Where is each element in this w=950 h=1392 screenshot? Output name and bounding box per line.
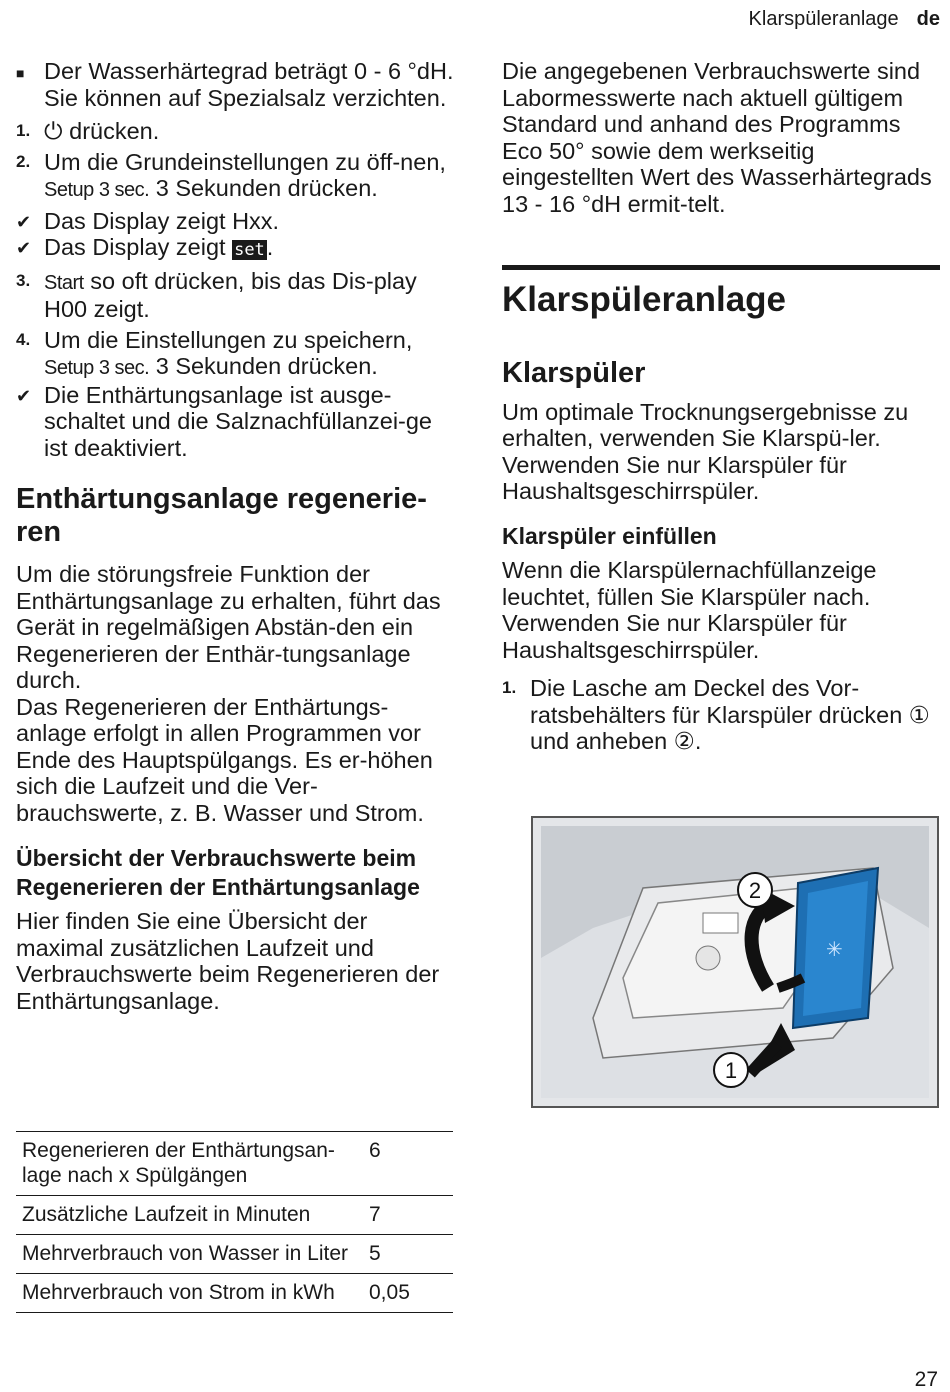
table-cell-label: Zusätzliche Laufzeit in Minuten [16,1196,363,1235]
table-cell-label: Mehrverbrauch von Strom in kWh [16,1274,363,1313]
display-set-symbol: set [234,240,265,260]
table-row [16,1274,453,1313]
paragraph: Wenn die Klarspülernachfüllanzeige leuchtet, füllen Sie Klarspüler nach. [502,557,877,610]
step-text: so oft drücken, bis das Dis-play H00 zeigt. [44,267,417,322]
table-cell-value: 7 [363,1196,453,1235]
bullet-text: Der Wasserhärtegrad beträgt 0 - 6 °dH. Sie können auf Spezialsalz verzichten. [44,58,454,111]
header-language: de [916,8,940,30]
heading-fill-rinse-aid: Klarspüler einfüllen [502,522,717,549]
step-text: Um die Einstellungen zu speichern, [44,326,413,353]
running-header [749,8,940,31]
checkmark-icon: ✔ [16,238,32,258]
result-text: Die Enthärtungsanlage ist ausge-schaltet und die Salznachfüllanzei-ge ist deaktiviert. [44,381,433,461]
table-cell-label: Regenerieren der Enthärtungsan-lage nach x Spülgängen [16,1132,363,1196]
table-cell-value: 6 [363,1132,453,1196]
power-icon: ⏻ [44,118,63,144]
checkmark-icon: ✔ [16,211,32,232]
heading-rinse-aid: Klarspüler [502,357,646,389]
heading-chapter: Klarspüleranlage [502,280,786,319]
step-3 [16,268,456,323]
table-cell-value: 0,05 [363,1274,453,1313]
result-text: Das Display zeigt [44,234,233,260]
square-bullet-icon: ■ [16,65,25,81]
table-row [16,1132,453,1196]
paragraph: Um optimale Trocknungsergebnisse zu erhalten, verwenden Sie Klarspü-ler. [502,398,909,451]
table-cell-label: Mehrverbrauch von Wasser in Liter [16,1235,363,1274]
step-1 [16,118,456,145]
paragraph: Hier finden Sie eine Übersicht der maximal zusätzlichen Laufzeit und Verbrauchswerte beim Regenerieren der Enthärtungsanlage. [16,908,440,1014]
consumption-table [16,1131,453,1313]
step-text: Die Lasche am Deckel des Vor-ratsbehälters für Klarspüler drücken ① und anheben ②. [530,675,930,754]
paragraph: Die angegebenen Verbrauchswerte sind Labormesswerte nach aktuell gültigem Standard und anhand des Programms Eco 50° sowie dem werkseitig eingestellten Wert des Wasserhärtegrads 13 - 16 °dH ermit-telt. [502,58,932,217]
callout-label-2: 2 [748,878,762,903]
step-4 [16,327,456,382]
paragraph: Um die störungsfreie Funktion der Enthärtungsanlage zu erhalten, führt das Gerät in regelmäßigen Abstän-den ein Regenerieren der Enthär-tungsanlage durch. [16,561,441,693]
heading-regeneration: Enthärtungsanlage regenerie-ren [16,483,427,548]
paragraph: Verwenden Sie nur Klarspüler für Haushaltsgeschirrspüler. [502,610,847,663]
result-2 [16,234,456,264]
step-number: 3. [16,270,31,290]
checkmark-icon: ✔ [16,385,32,406]
result-1 [16,208,456,235]
table-cell-value: 5 [363,1235,453,1274]
header-section-title: Klarspüleranlage [748,8,899,30]
start-button-label: Start [44,271,84,294]
step-number: 1. [16,121,31,140]
svg-text:✳: ✳ [826,937,843,961]
setup-button-label: Setup 3 sec. [44,357,150,379]
step-text: 3 Sekunden drücken. [149,353,378,379]
paragraph: Das Regenerieren der Enthärtungs-anlage erfolgt in allen Programmen vor Ende des Hauptspülgangs. Es er-höhen sich die Laufzeit und die Ver-brauchswerte, z. B. Wasser und Strom. [16,693,433,826]
table-row [16,1235,453,1274]
step-2 [16,149,456,204]
step-number: 4. [16,329,31,349]
heading-consumption-overview: Übersicht der Verbrauchswerte beim Regenerieren der Enthärtungsanlage [16,845,420,900]
page-number: 27 [914,1368,938,1391]
result-text: Das Display zeigt Hxx. [44,207,280,234]
step-text: Um die Grundeinstellungen zu öff-nen, [44,148,446,175]
setup-button-label: Setup 3 sec. [44,179,150,201]
table-row [16,1196,453,1235]
left-column [16,58,456,1014]
result-text: . [266,234,274,260]
step-number: 1. [502,678,517,697]
dispenser-drawing [533,818,937,1106]
step-number: 2. [16,151,31,171]
fill-step-1 [502,675,940,755]
chapter-rule [502,265,940,320]
step-text: 3 Sekunden drücken. [149,175,378,201]
step-text: drücken. [62,118,160,144]
result-3 [16,382,456,462]
right-column [502,58,940,755]
paragraph: Verwenden Sie nur Klarspüler für Haushaltsgeschirrspüler. [502,451,847,504]
list-item-bullet [16,58,456,111]
callout-label-1: 1 [724,1058,738,1083]
rinse-aid-dispenser-illustration [531,816,939,1108]
